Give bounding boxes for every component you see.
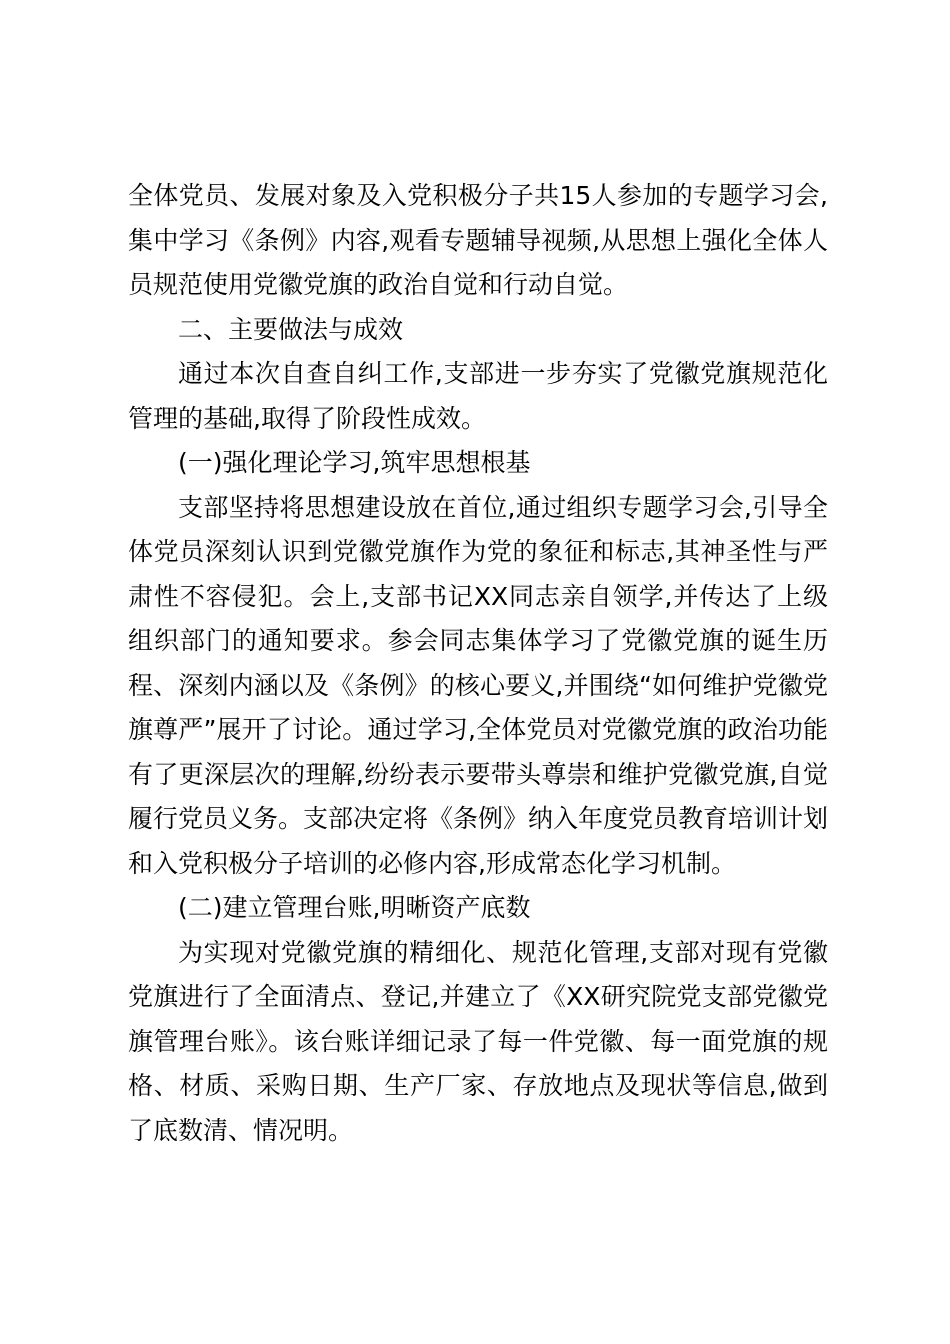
paragraph-management-ledger: 为实现对党徽党旗的精细化、规范化管理,支部对现有党徽党旗进行了全面清点、登记,并建立了《XX研究院党支部党徽党旗管理台账》。该台账详细记录了每一件党徽、每一面党旗的规格、材质、采购日期、生产厂家、存放地点及现状等信息,做到了底数清、情况明。 <box>128 937 828 1145</box>
subheading-theory-study: (一)强化理论学习,筑牢思想根基 <box>178 448 531 477</box>
subheading-management-ledger: (二)建立管理台账,明晰资产底数 <box>178 893 531 922</box>
document-body <box>128 174 828 1153</box>
paragraph-summary: 通过本次自查自纠工作,支部进一步夯实了党徽党旗规范化管理的基础,取得了阶段性成效。 <box>128 359 828 433</box>
paragraph-theory-study: 支部坚持将思想建设放在首位,通过组织专题学习会,引导全体党员深刻认识到党徽党旗作为党的象征和标志,其神圣性与严肃性不容侵犯。会上,支部书记XX同志亲自领学,并传达了上级组织部门的通知要求。参会同志集体学习了党徽党旗的诞生历程、深刻内涵以及《条例》的核心要义,并围绕“如何维护党徽党旗尊严”展开了讨论。通过学习,全体党员对党徽党旗的政治功能有了更深层次的理解,纷纷表示要带头尊崇和维护党徽党旗,自觉履行党员义务。支部决定将《条例》纳入年度党员教育培训计划和入党积极分子培训的必修内容,形成常态化学习机制。 <box>128 492 829 878</box>
section-heading-main-practices: 二、主要做法与成效 <box>178 314 404 344</box>
paragraph-continued: 全体党员、发展对象及入党积极分子共15人参加的专题学习会,集中学习《条例》内容,观看专题辅导视频,从思想上强化全体人员规范使用党徽党旗的政治自觉和行动自觉。 <box>128 181 828 299</box>
